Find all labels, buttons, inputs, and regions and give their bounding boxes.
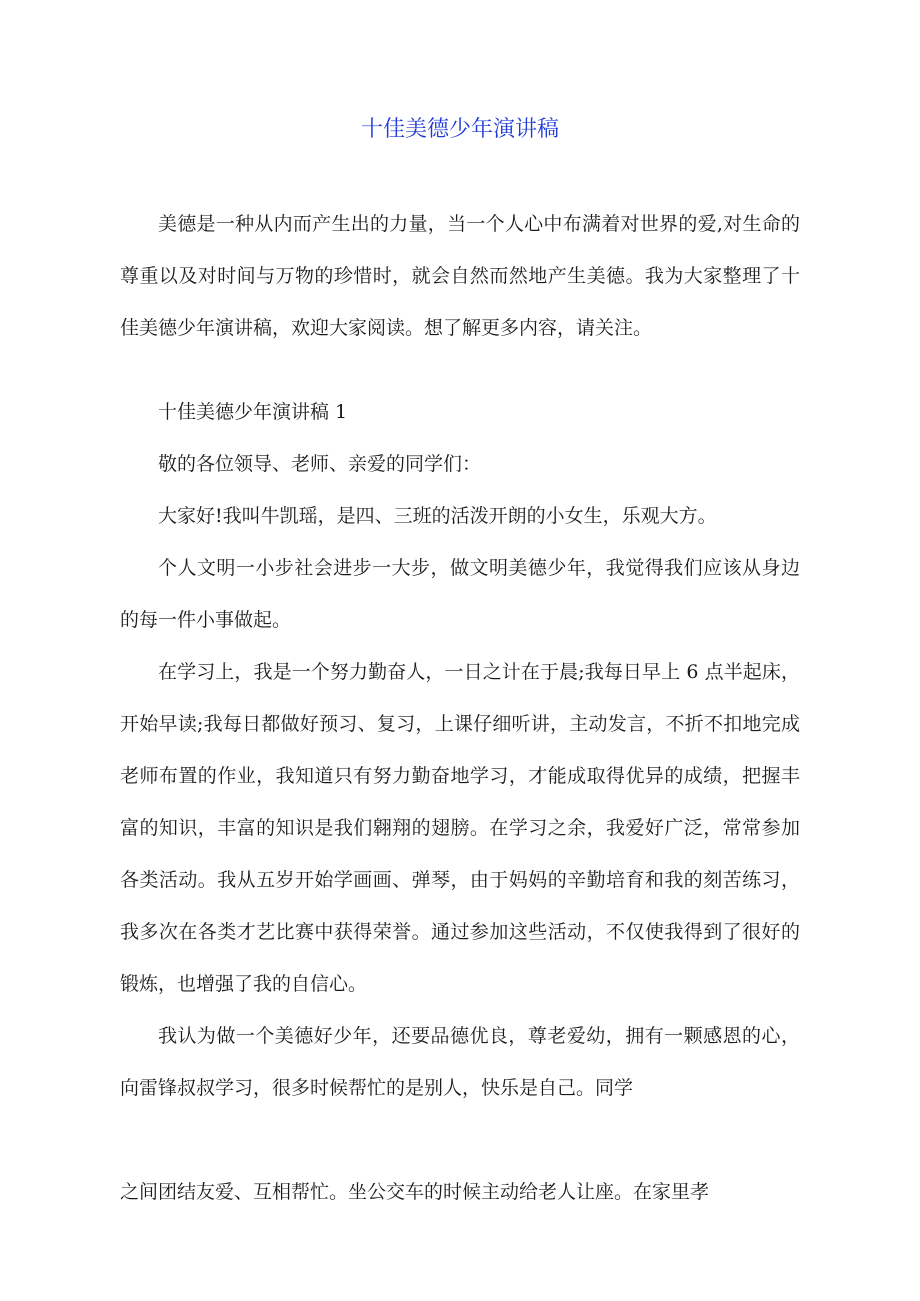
section-heading: 十佳美德少年演讲稿 1 bbox=[158, 401, 348, 423]
paragraph-introduction: 大家好!我叫牛凯瑶，是四、三班的活泼开朗的小女生，乐观大方。 bbox=[158, 505, 717, 527]
paragraph-virtue: 我认为做一个美德好少年，还要品德优良，尊老爱幼，拥有一颗感恩的心，向雷锋叔叔学习，很多时候帮忙的是别人，快乐是自己。同学 bbox=[120, 1025, 800, 1099]
greeting-paragraph: 敬的各位领导、老师、亲爱的同学们： bbox=[158, 453, 482, 475]
intro-paragraph: 美德是一种从内而产生出的力量，当一个人心中布满着对世界的爱,对生命的尊重以及对时间与万物的珍惜时，就会自然而然地产生美德。我为大家整理了十佳美德少年演讲稿，欢迎大家阅读。想了解更多内容，请关注。 bbox=[120, 213, 800, 339]
document-title: 十佳美德少年演讲稿 bbox=[360, 117, 559, 142]
paragraph-study: 在学习上，我是一个努力勤奋人，一日之计在于晨;我每日早上 6 点半起床，开始早读;我每日都做好预习、复习，上课仔细听讲，主动发言，不折不扣地完成老师布置的作业，我知道只有努力勤奋地学习，才能成取得优异的成绩，把握丰富的知识，丰富的知识是我们翱翔的翅膀。在学习之余，我爱好广泛，常常参加各类活动。我从五岁开始学画画、弹琴，由于妈妈的辛勤培育和我的刻苦练习，我多次在各类才艺比赛中获得荣誉。通过参加这些活动，不仅使我得到了很好的锻炼，也增强了我的自信心。 bbox=[120, 661, 800, 995]
paragraph-civility: 个人文明一小步社会进步一大步，做文明美德少年，我觉得我们应该从身边的每一件小事做起。 bbox=[120, 557, 800, 631]
paragraph-continued: 之间团结友爱、互相帮忙。坐公交车的时候主动给老人让座。在家里孝 bbox=[120, 1181, 710, 1203]
